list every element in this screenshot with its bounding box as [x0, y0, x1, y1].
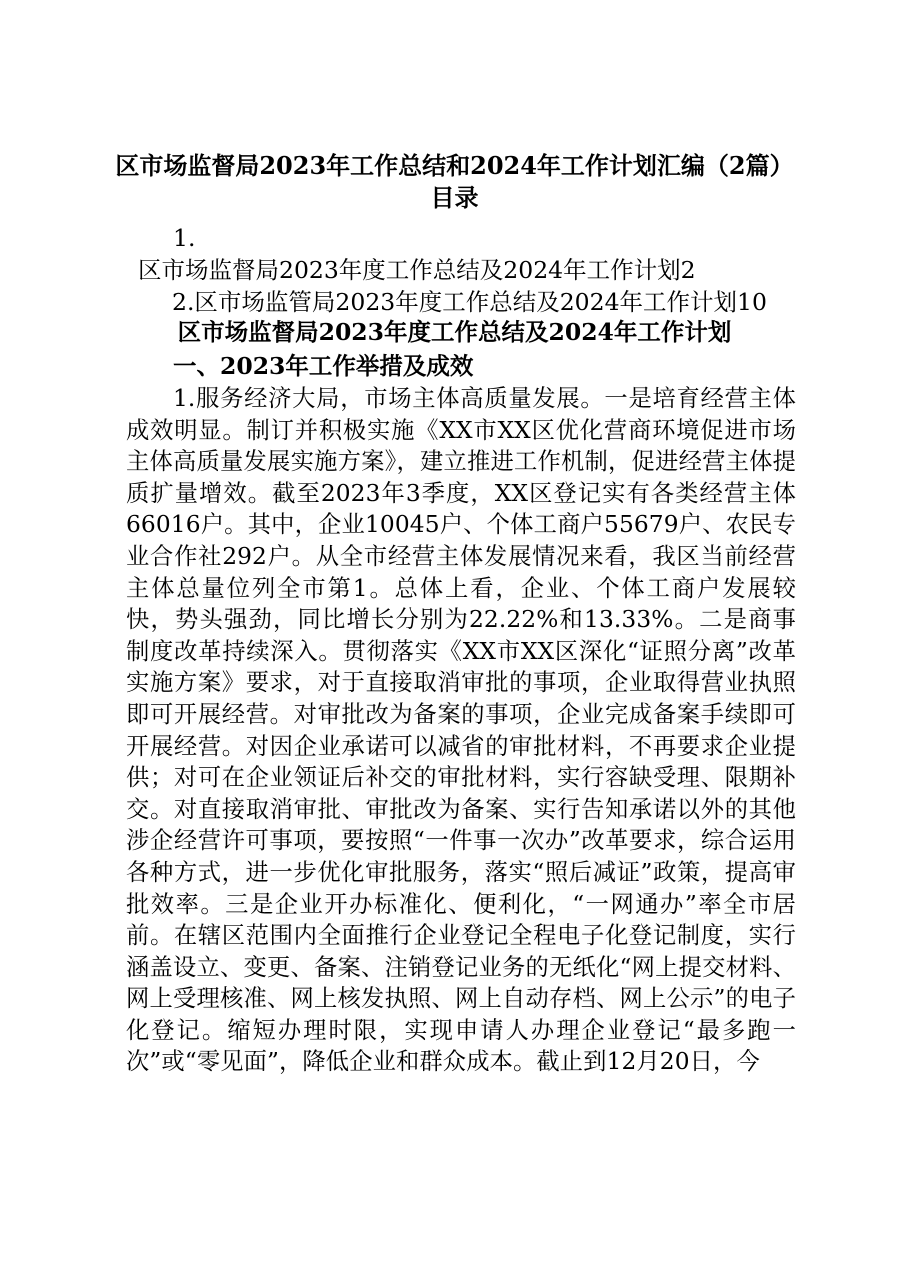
section-1-paragraph: 1.服务经济大局，市场主体高质量发展。一是培育经营主体成效明显。制订并积极实施《XX市XX区优化营商环境促进市场主体高质量发展实施方案》，建立推进工作机制，促进经营主体提质扩量增效。截至2023年3季度，XX区登记实有各类经营主体66016户。其中，企业10045户、个体工商户55679户、农民专业合作社292户。从全市经营主体发展情况来看，我区当前经营主体总量位列全市第1。总体上看，企业、个体工商户发展较快，势头强劲，同比增长分别为22.22%和13.33%。二是商事制度改革持续深入。贯彻落实《XX市XX区深化“证照分离”改革实施方案》要求，对于直接取消审批的事项，企业取得营业执照即可开展经营。对审批改为备案的事项，企业完成备案手续即可开展经营。对因企业承诺可以减省的审批材料，不再要求企业提供；对可在企业领证后补交的审批材料，实行容缺受理、限期补交。对直接取消审批、审批改为备案、实行告知承诺以外的其他涉企经营许可事项，要按照“一件事一次办”改革要求，综合运用各种方式，进一步优化审批服务，落实“照后减证”政策，提高审批效率。三是企业开办标准化、便利化，“一网通办”率全市居前。在辖区范围内全面推行企业登记全程电子化登记制度，实行涵盖设立、变更、备案、注销登记业务的无纸化“网上提交材料、网上受理核准、网上核发执照、网上自动存档、网上公示”的电子化登记。缩短办理时限，实现申请人办理企业登记“最多跑一次”或“零见面”，降低企业和群众成本。截止到12月20日，今: [126, 385, 796, 1076]
toc-item-2-text: 2.区市场监管局2023年度工作总结及2024年工作计划10: [172, 288, 767, 316]
toc-item-1-text: 区市场监督局2023年度工作总结及2024年工作计划2: [138, 256, 696, 284]
article-title: 区市场监督局2023年度工作总结及2024年工作计划: [177, 318, 732, 346]
section-1-heading: 一、2023年工作举措及成效: [173, 352, 474, 380]
toc-title: 目录: [430, 183, 479, 212]
main-title: 区市场监督局2023年工作总结和2024年工作计划汇编（2篇）: [115, 151, 794, 180]
toc-item-1-number: 1.: [173, 224, 196, 252]
